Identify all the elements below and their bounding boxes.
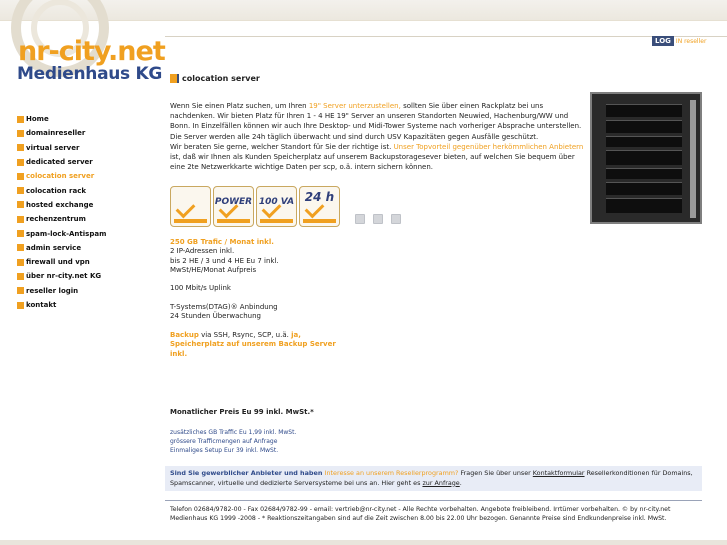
extra-setup: Einmaliges Setup Eur 39 inkl. MwSt. bbox=[170, 447, 279, 454]
bullet-square-icon bbox=[17, 144, 24, 151]
sidebar-item-label[interactable]: colocation server bbox=[26, 172, 95, 181]
bullet-square-icon bbox=[17, 259, 24, 266]
spec-he: bis 2 HE / 3 und 4 HE Eu 7 inkl. bbox=[170, 256, 279, 265]
footer-divider bbox=[165, 500, 702, 501]
bullet-square-icon bbox=[17, 130, 24, 137]
sidebar-nav bbox=[17, 112, 106, 312]
spec-tsystems: T-Systems(DTAG)® Anbindung bbox=[170, 303, 278, 312]
bullet-square-icon bbox=[17, 116, 24, 123]
sidebar-item-10[interactable] bbox=[17, 255, 106, 269]
header-divider bbox=[165, 36, 727, 37]
page-title-text: colocation server bbox=[182, 74, 260, 83]
spec-list bbox=[170, 238, 340, 359]
contact-form-link[interactable]: Kontaktformular bbox=[532, 469, 585, 477]
bullet-square-icon bbox=[17, 244, 24, 251]
extra-traffic-volume: grössere Trafficmengen auf Anfrage bbox=[170, 438, 278, 445]
server-rack-photo bbox=[590, 92, 702, 224]
sidebar-item-5[interactable] bbox=[17, 183, 106, 197]
sidebar-item-label[interactable]: spam-lock-Antispam bbox=[26, 229, 107, 238]
sidebar-item-1[interactable] bbox=[17, 126, 106, 140]
sidebar-item-label[interactable]: kontakt bbox=[26, 301, 57, 309]
price-extras bbox=[170, 428, 296, 455]
sidebar-item-label[interactable]: hosted exchange bbox=[26, 200, 94, 209]
bullet-square-icon bbox=[17, 287, 24, 294]
sidebar-item-label[interactable]: rechenzentrum bbox=[26, 215, 86, 224]
sidebar-item-8[interactable] bbox=[17, 226, 106, 240]
spec-traffic: 250 GB Trafic / Monat inkl. bbox=[170, 238, 274, 246]
sidebar-item-2[interactable] bbox=[17, 141, 106, 155]
sidebar-item-9[interactable] bbox=[17, 241, 106, 255]
check-badge-icon bbox=[170, 186, 211, 227]
spec-ip: 2 IP-Adressen inkl. bbox=[170, 247, 235, 256]
pager-dot[interactable] bbox=[391, 214, 401, 224]
sidebar-item-label[interactable]: firewall und vpn bbox=[26, 258, 90, 267]
top-bar bbox=[0, 0, 727, 21]
bullet-square-icon bbox=[17, 187, 24, 194]
logo-subtitle: Medienhaus KG bbox=[17, 64, 163, 84]
sidebar-item-3[interactable] bbox=[17, 155, 106, 169]
sidebar-item-11[interactable] bbox=[17, 269, 106, 283]
sidebar-item-label[interactable]: über nr-city.net KG bbox=[26, 272, 102, 281]
bullet-square-icon bbox=[17, 216, 24, 223]
monitoring-badge-icon: 24 h bbox=[299, 186, 340, 227]
feature-badges bbox=[170, 186, 342, 227]
bullet-square-icon bbox=[17, 201, 24, 208]
pager-dot[interactable] bbox=[373, 214, 383, 224]
sidebar-item-12[interactable] bbox=[17, 284, 106, 298]
sidebar-item-label[interactable]: dedicated server bbox=[26, 158, 93, 167]
page-title bbox=[170, 74, 260, 83]
title-square-icon bbox=[170, 74, 179, 83]
power-badge-icon: POWER bbox=[213, 186, 254, 227]
sidebar-item-label[interactable]: colocation rack bbox=[26, 186, 86, 195]
spec-mwst: MwSt/HE/Monat Aufpreis bbox=[170, 265, 257, 274]
bullet-square-icon bbox=[17, 173, 24, 180]
extra-traffic: zusätzliches GB Traffic Eu 1,99 inkl. MwSt. bbox=[170, 429, 297, 436]
ups-badge-icon: 100 VA bbox=[256, 186, 297, 227]
login-button[interactable]: LOG bbox=[652, 36, 674, 46]
bullet-square-icon bbox=[17, 159, 24, 166]
sidebar-item-7[interactable] bbox=[17, 212, 106, 226]
login-suffix[interactable]: IN reseller bbox=[675, 37, 707, 45]
pager-dot[interactable] bbox=[355, 214, 365, 224]
sidebar-item-4[interactable] bbox=[17, 169, 106, 183]
reseller-banner: Sind Sie gewerblicher Anbieter und haben Interesse an unserem Resellerprogramm? Fragen Sie über unser Kontaktformular Resellerkonditionen für Domains, Spamscanner, virtuelle und dedizierte Serversysteme bei uns an. Hier geht es zur Anfrage. bbox=[165, 466, 702, 491]
sidebar-item-label[interactable]: admin service bbox=[26, 243, 82, 252]
sidebar-item-13[interactable] bbox=[17, 298, 106, 312]
bottom-bar bbox=[0, 540, 727, 545]
spec-monitoring: 24 Stunden Überwachung bbox=[170, 312, 261, 321]
sidebar-item-label[interactable]: reseller login bbox=[26, 286, 79, 295]
badge-pager[interactable] bbox=[355, 214, 409, 224]
footer-text: Telefon 02684/9782-00 - Fax 02684/9782-99 - email: vertrieb@nr-city.net - Alle Rechte vorbehalten. Angebote freibleibend. Irrtümer vorbehalten. © by nr-city.net Medienhaus KG 1999 -2008 - * Reaktionszeitangaben sind auf die Zeit zwischen 8.00 bis 22.00 Uhr bezogen. Genannte Preise sind Endkundenpreise inkl. MwSt. bbox=[170, 506, 671, 522]
logo-wordmark[interactable]: nr-city.net bbox=[18, 36, 165, 67]
spec-uplink: 100 Mbit/s Uplink bbox=[170, 284, 231, 293]
intro-text: Wenn Sie einen Platz suchen, um Ihren 19" Server unterzustellen, sollten Sie über einen Rackplatz bei uns nachdenken. Wir bieten Platz für Ihren 1 - 4 HE 19" Server an unseren Standorten Neuwied, Hachenburg/WW und Bonn. In Einzelfällen können wir auch Ihre Desktop- und Midi-Tower Systeme nach vorheriger Absprache unterstellen. Die Server werden alle 24h täglich überwacht und sind durch USV Kapazitäten gegen Ausfälle geschützt. Wir beraten Sie gerne, welcher Standort für Sie der richtige ist. Unser Topvorteil gegenüber herkömmlichen Anbietern ist, daß wir Ihnen als Kunden Speicherplatz auf unserem Backupstoragesever bieten, auf welchen Sie bequem über eine 2te Netzwerkkarte wichtige Daten per scp, o.ä. intern sichern können. bbox=[170, 102, 584, 172]
spec-backup: Backup via SSH, Rsync, SCP, u.ä. ja, Speicherplatz auf unserem Backup Server inkl. bbox=[170, 330, 336, 358]
sidebar-item-label[interactable]: Home bbox=[26, 115, 49, 124]
reseller-login[interactable] bbox=[652, 36, 706, 46]
sidebar-item-0[interactable] bbox=[17, 112, 106, 126]
bullet-square-icon bbox=[17, 302, 24, 309]
sidebar-item-label[interactable]: virtual server bbox=[26, 143, 80, 152]
inquiry-link[interactable]: zur Anfrage bbox=[422, 478, 460, 487]
monthly-price: Monatlicher Preis Eu 99 inkl. MwSt.* bbox=[170, 408, 314, 416]
sidebar-item-6[interactable] bbox=[17, 198, 106, 212]
sidebar-item-label[interactable]: domainreseller bbox=[26, 129, 86, 138]
bullet-square-icon bbox=[17, 230, 24, 237]
bullet-square-icon bbox=[17, 273, 24, 280]
